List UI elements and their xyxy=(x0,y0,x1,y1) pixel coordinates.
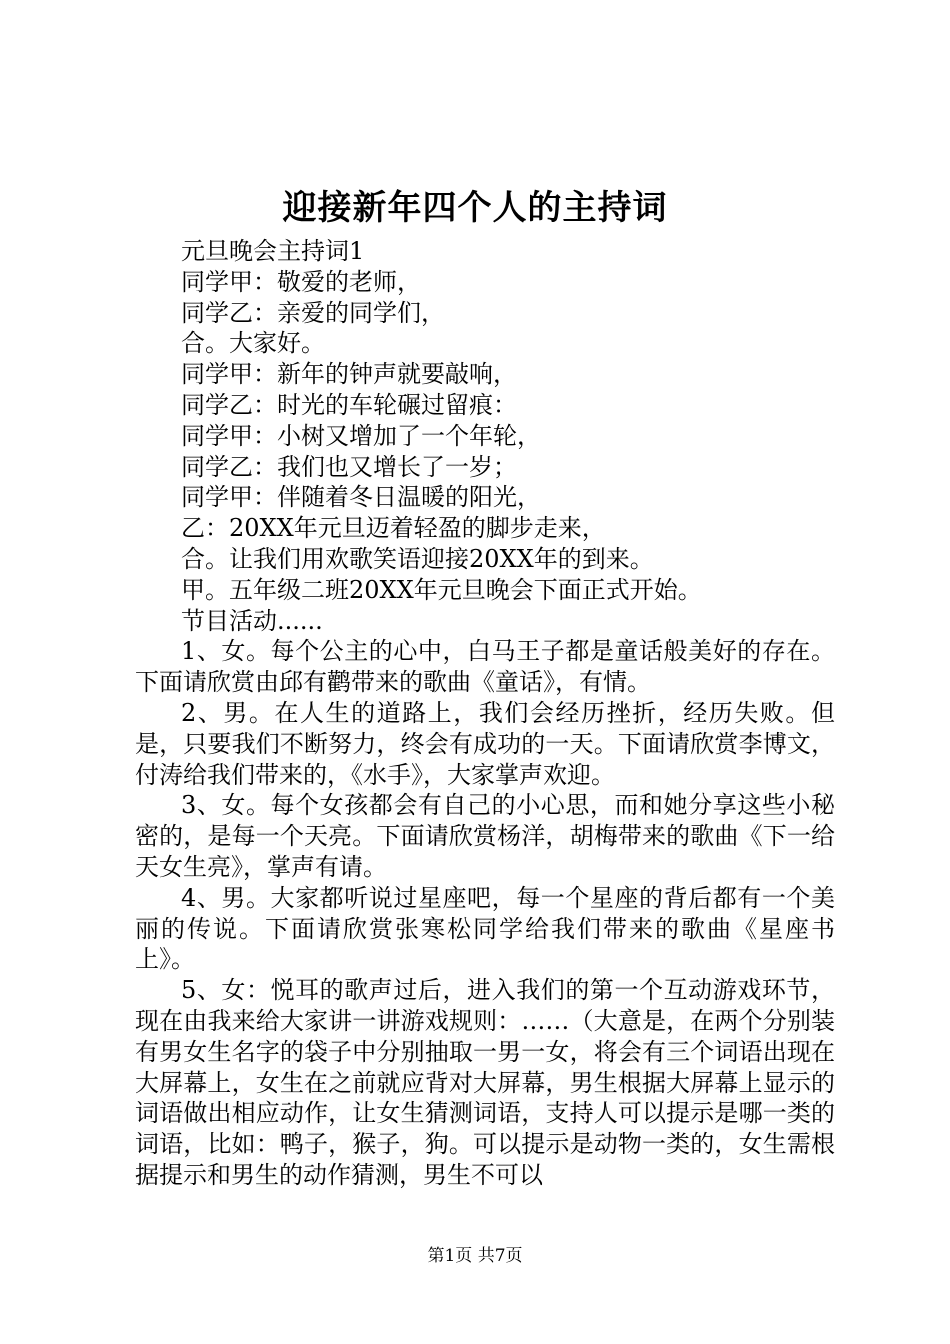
text-line: 乙：20XX年元旦迈着轻盈的脚步走来， xyxy=(181,514,606,543)
text-line: 同学乙：我们也又增长了一岁； xyxy=(181,452,517,481)
text-line: 合。大家好。 xyxy=(181,329,325,358)
document-body xyxy=(135,236,835,1191)
text-line: 甲。五年级二班20XX年元旦晚会下面正式开始。 xyxy=(181,575,702,604)
text-line: 同学甲：小树又增加了一个年轮， xyxy=(181,421,541,450)
paragraph: 1、女。每个公主的心中，白马王子都是童话般美好的存在。下面请欣赏由邱有鹳带来的歌曲《童话》，有情。 xyxy=(135,637,835,697)
page-number: 第1页 共7页 xyxy=(427,1246,523,1266)
text-line: 同学乙：时光的车轮碾过留痕： xyxy=(181,390,517,419)
paragraph: 5、女：悦耳的歌声过后，进入我们的第一个互动游戏环节，现在由我来给大家讲一讲游戏规则：……（大意是，在两个分别装有男女生名字的袋子中分别抽取一男一女，将会有三个词语出现在大屏幕上，女生在之前就应背对大屏幕，男生根据大屏幕上显示的词语做出相应动作，让女生猜测词语，支持人可以提示是哪一类的词语，比如：鸭子，猴子，狗。可以提示是动物一类的，女生需根据提示和男生的动作猜测，男生不可以 xyxy=(135,976,835,1189)
text-line: 节目活动...... xyxy=(181,606,323,635)
document-title: 迎接新年四个人的主持词 xyxy=(282,188,668,228)
text-line: 同学甲：敬爱的老师， xyxy=(181,267,421,296)
text-line: 同学乙：亲爱的同学们， xyxy=(181,298,445,327)
text-line: 同学甲：新年的钟声就要敲响， xyxy=(181,360,517,389)
text-line: 合。让我们用欢歌笑语迎接20XX年的到来。 xyxy=(181,544,654,573)
text-line: 同学甲：伴随着冬日温暖的阳光， xyxy=(181,483,541,512)
paragraph: 3、女。每个女孩都会有自己的小心思，而和她分享这些小秘密的，是每一个天亮。下面请欣赏杨洋，胡梅带来的歌曲《下一给天女生亮》，掌声有请。 xyxy=(135,791,835,881)
paragraph: 4、男。大家都听说过星座吧，每一个星座的背后都有一个美丽的传说。下面请欣赏张寒松同学给我们带来的歌曲《星座书上》。 xyxy=(135,883,835,974)
paragraph: 2、男。在人生的道路上，我们会经历挫折，经历失败。但是，只要我们不断努力，终会有成功的一天。下面请欣赏李博文，付涛给我们带来的，《水手》，大家掌声欢迎。 xyxy=(135,698,835,789)
text-line: 元旦晚会主持词1 xyxy=(181,237,365,265)
